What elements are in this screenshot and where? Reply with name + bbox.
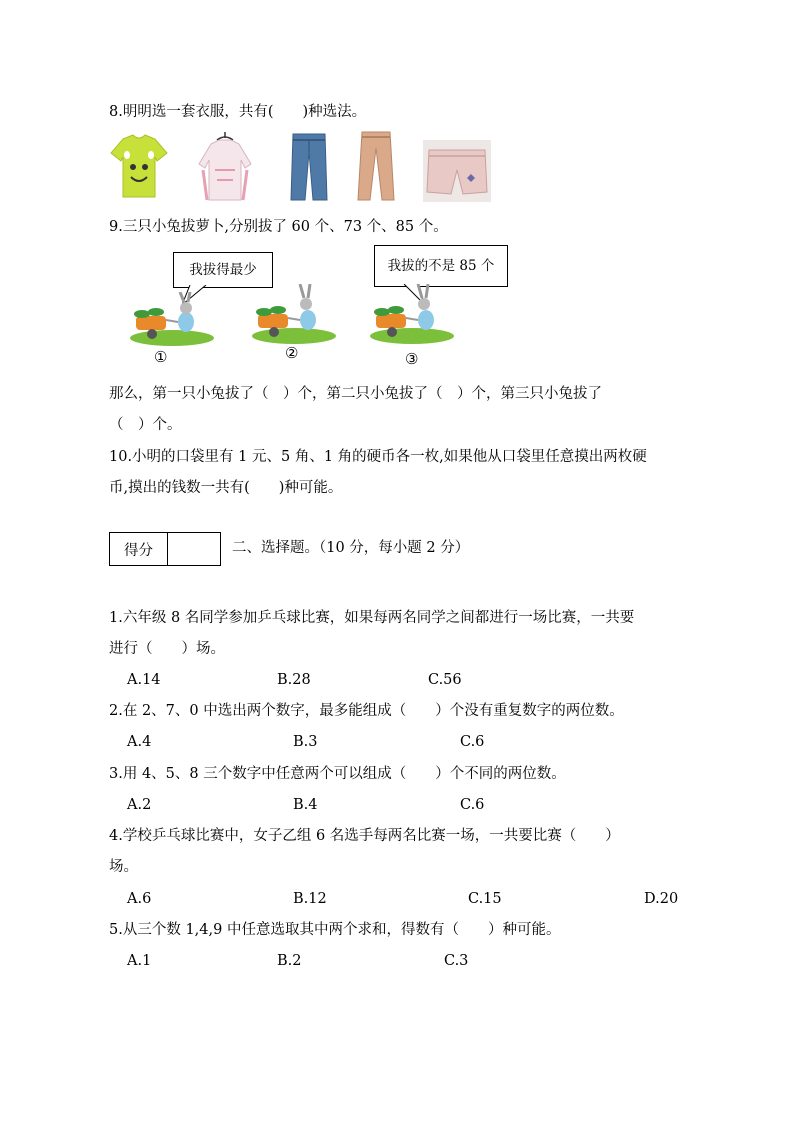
choice-3-option-c[interactable]: C.6 [460, 797, 485, 813]
choice-3-line-1: 3.用 4、5、8 三个数字中任意两个可以组成（ ）个不同的两位数。 [109, 766, 566, 782]
choice-4-option-b[interactable]: B.12 [293, 891, 327, 907]
rabbit-3-image [368, 284, 456, 346]
q9-answer-line-2: （ ）个。 [109, 417, 182, 433]
score-box [109, 532, 221, 566]
rabbit-2-label: ② [285, 344, 299, 362]
bubble-first-rabbit: 我拔得最少 [173, 252, 273, 288]
choice-3-option-a[interactable]: A.2 [127, 797, 152, 813]
choice-4-option-a[interactable]: A.6 [127, 891, 152, 907]
pink-shirt-image [195, 130, 255, 202]
choice-5-option-c[interactable]: C.3 [444, 953, 469, 969]
score-label: 得分 [110, 533, 168, 565]
choice-1-line-2: 进行（ ）场。 [109, 641, 225, 657]
choice-1-line-1: 1.六年级 8 名同学参加乒乓球比赛，如果每两名同学之间都进行一场比赛，一共要 [109, 610, 635, 626]
choice-5-option-b[interactable]: B.2 [277, 953, 302, 969]
choice-4-option-d[interactable]: D.20 [644, 891, 679, 907]
choice-4-line-2: 场。 [109, 859, 138, 875]
shorts-image [423, 140, 491, 202]
choice-3-option-b[interactable]: B.4 [293, 797, 318, 813]
choice-1-option-a[interactable]: A.14 [127, 672, 161, 688]
bubble-third-rabbit: 我拔的不是 85 个 [374, 245, 508, 287]
q8-text: 8.明明选一套衣服，共有( )种选法。 [109, 104, 367, 120]
rabbit-3-label: ③ [405, 350, 419, 368]
choice-2-option-b[interactable]: B.3 [293, 734, 318, 750]
q9-answer-line-1: 那么，第一只小兔拔了（ ）个，第二只小兔拔了（ ）个，第三只小兔拔了 [109, 386, 602, 402]
rabbit-2-image [250, 284, 338, 346]
q10-line-1: 10.小明的口袋里有 1 元、5 角、1 角的硬币各一枚,如果他从口袋里任意摸出两枚硬 [109, 449, 647, 465]
choice-2-line-1: 2.在 2、7、0 中选出两个数字，最多能组成（ ）个没有重复数字的两位数。 [109, 703, 624, 719]
q10-line-2: 币,摸出的钱数一共有( )种可能。 [109, 480, 343, 496]
choice-4-option-c[interactable]: C.15 [468, 891, 502, 907]
choice-2-option-c[interactable]: C.6 [460, 734, 485, 750]
choice-1-option-b[interactable]: B.28 [277, 672, 311, 688]
choice-5-option-a[interactable]: A.1 [127, 953, 152, 969]
choice-4-line-1: 4.学校乒乓球比赛中，女子乙组 6 名选手每两名比赛一场，一共要比赛（ ） [109, 828, 620, 844]
choice-1-option-c[interactable]: C.56 [428, 672, 462, 688]
jeans-image [289, 132, 329, 202]
rabbit-1-image [128, 292, 216, 348]
choice-2-option-a[interactable]: A.4 [127, 734, 152, 750]
score-blank[interactable] [168, 533, 220, 565]
section-2-title: 二、选择题。（10 分，每小题 2 分） [232, 540, 470, 556]
rabbit-1-label: ① [154, 348, 168, 366]
choice-5-line-1: 5.从三个数 1,4,9 中任意选取其中两个求和，得数有（ ）种可能。 [109, 922, 561, 938]
tan-pants-image [356, 130, 396, 202]
q9-text: 9.三只小兔拔萝卜,分别拔了 60 个、73 个、85 个。 [109, 219, 448, 235]
green-tshirt-image [109, 133, 169, 201]
